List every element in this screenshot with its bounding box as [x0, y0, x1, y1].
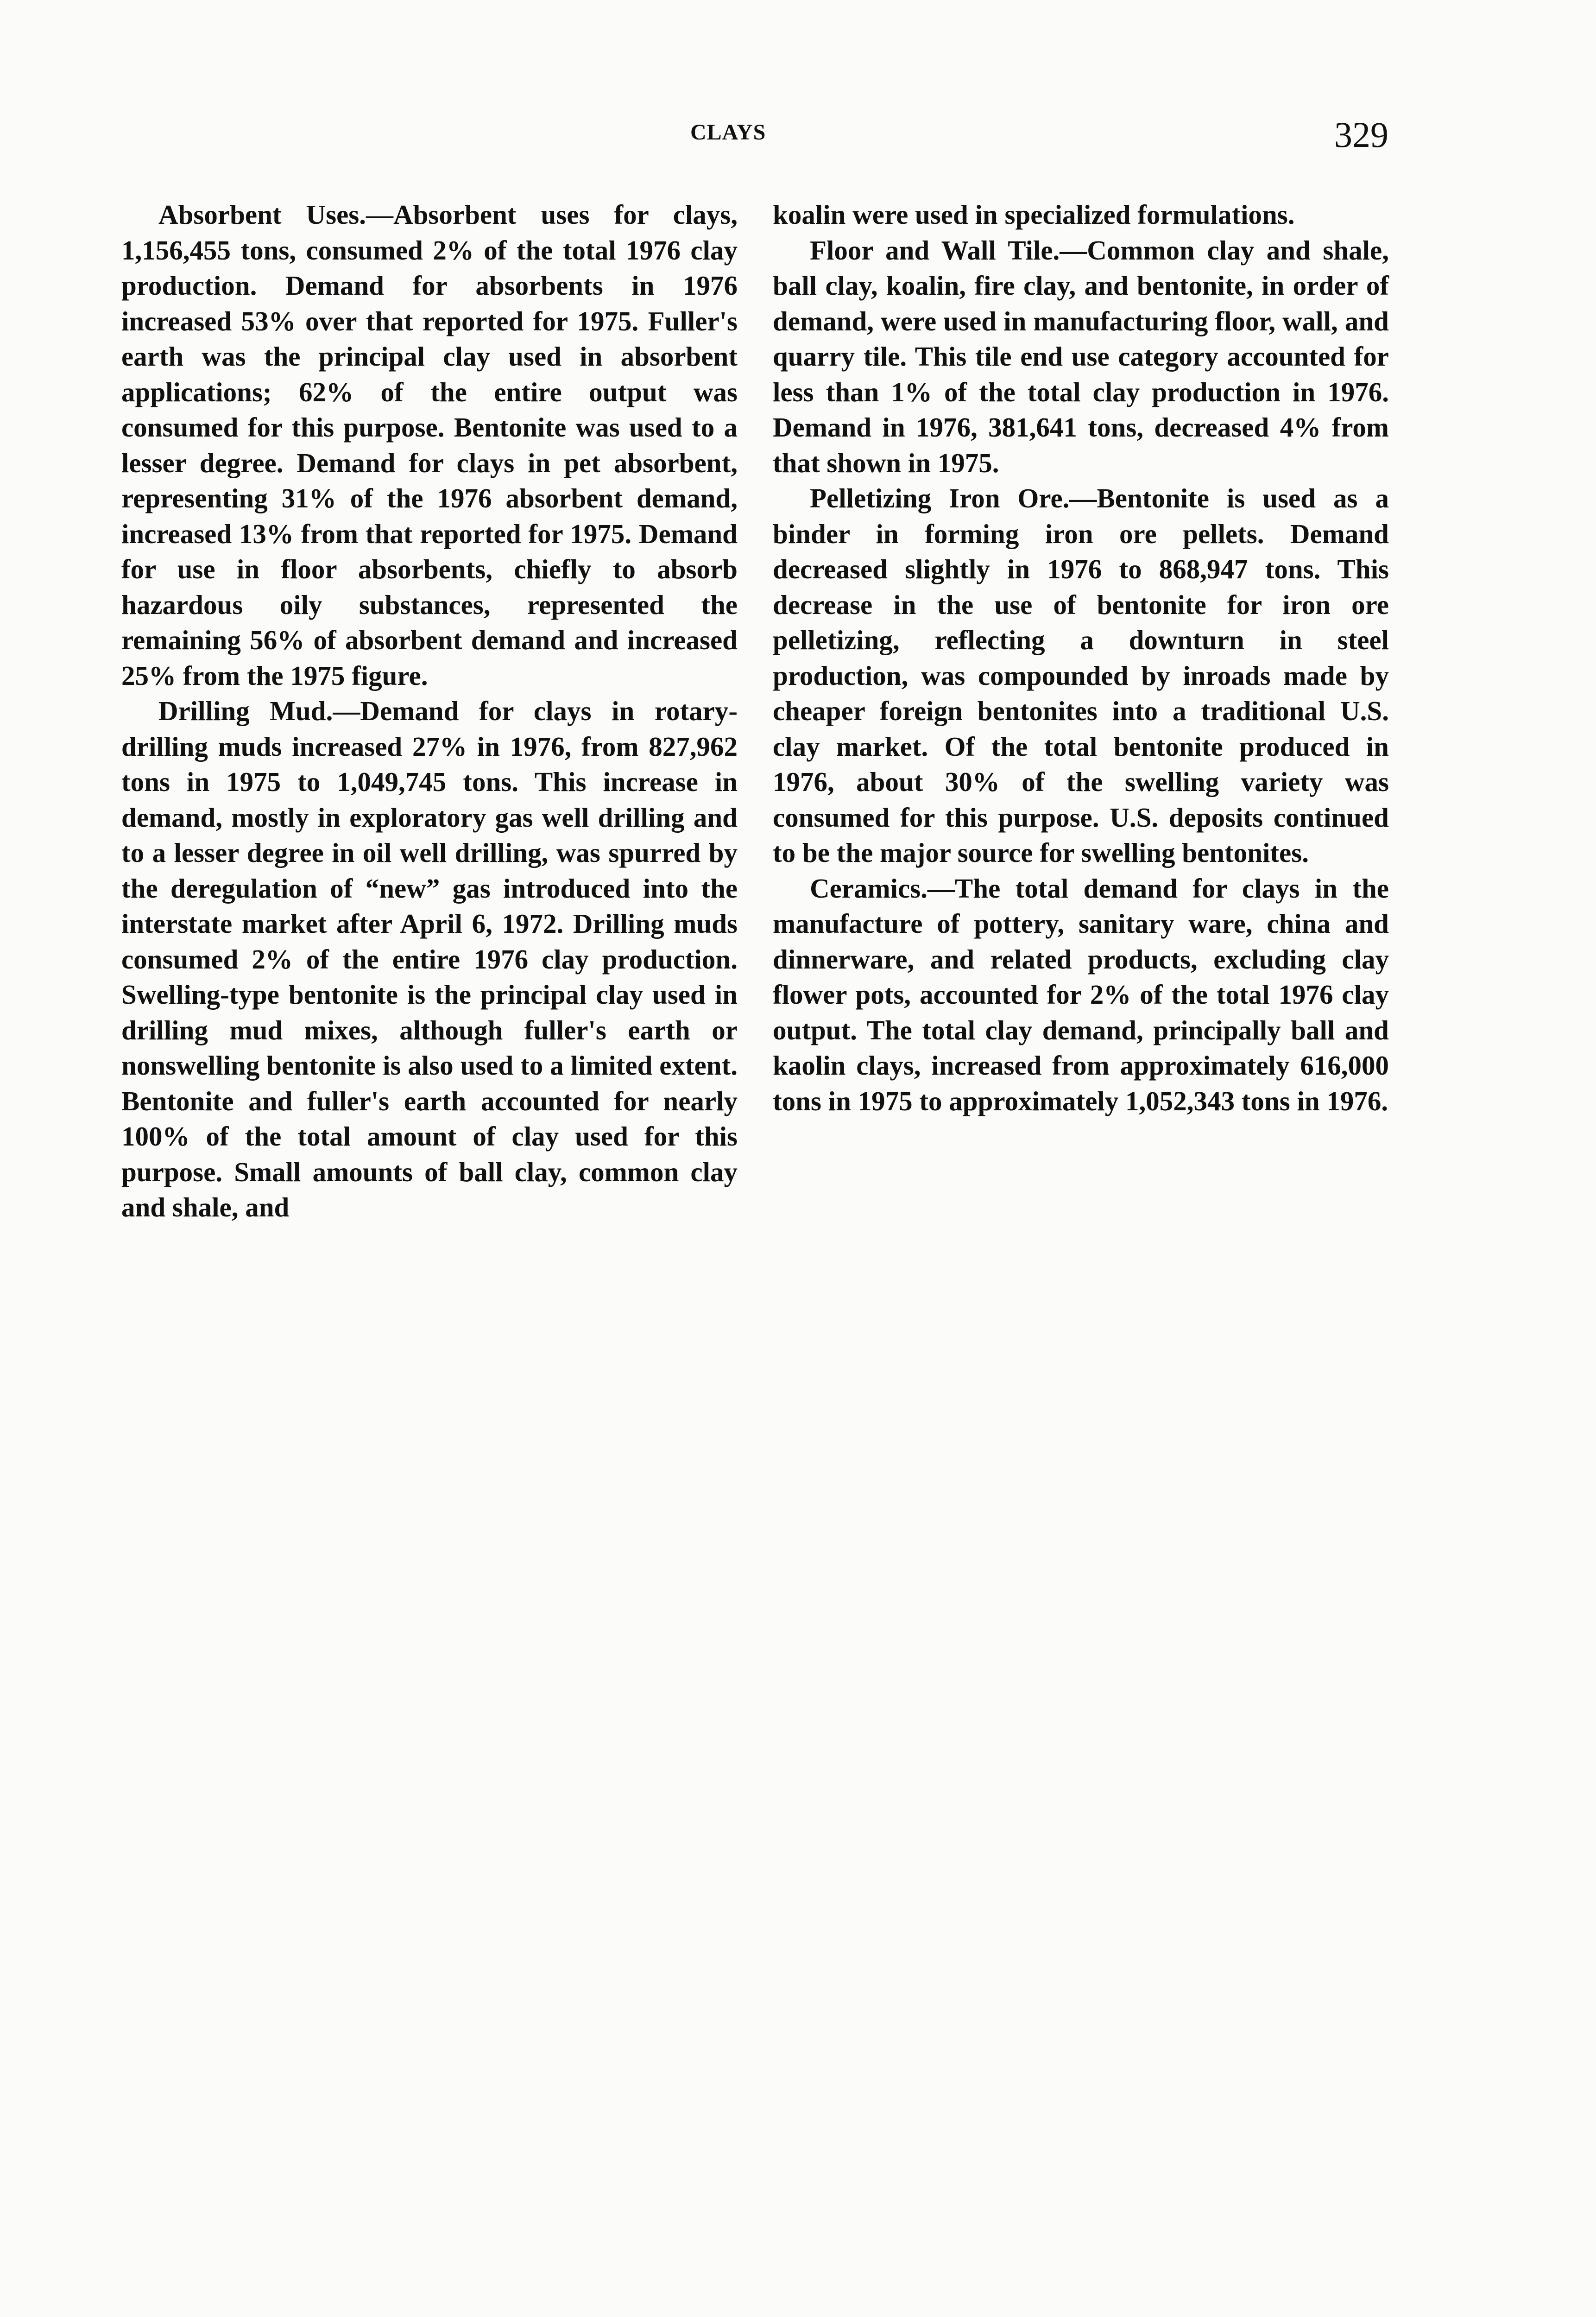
- left-column: [121, 197, 738, 1225]
- paragraph-pelletizing-iron-ore: [773, 481, 1389, 871]
- paragraph-continued: [773, 197, 1389, 233]
- paragraph-body: Absorbent uses for clays, 1,156,455 tons, consumed 2% of the total 1976 clay production. Demand for absorbents in 1976 increased 53% over that reported for 1975. Fuller's earth was the principal clay used in absorbent applications; 62% of the entire output was consumed for this purpose. Bentonite was used to a lesser degree. Demand for clays in pet absorbent, representing 31% of the 1976 absorbent demand, increased 13% from that reported for 1975. Demand for use in floor absorbents, chiefly to absorb hazardous oily substances, represented the remaining 56% of absorbent demand and increased 25% from the 1975 figure.: [121, 199, 738, 691]
- paragraph-body: Bentonite is used as a binder in forming iron ore pellets. Demand decreased slightly in 1976 to 868,947 tons. This decrease in the use of bentonite for iron ore pelletizing, reflecting a downturn in steel production, was compounded by inroads made by cheaper foreign bentonites into a traditional U.S. clay market. Of the total bentonite produced in 1976, about 30% of the swelling variety was consumed for this purpose. U.S. deposits continued to be the major source for swelling bentonites.: [773, 483, 1389, 868]
- paragraph-body: koalin were used in specialized formulations.: [773, 199, 1295, 230]
- running-title: CLAYS: [690, 120, 766, 145]
- section-heading-absorbent-uses: Absorbent Uses.—: [158, 199, 393, 230]
- section-heading-floor-wall-tile: Floor and Wall Tile.—: [810, 234, 1087, 266]
- paragraph-drilling-mud: [121, 693, 738, 1225]
- paragraph-body: Demand for clays in rotary-drilling muds increased 27% in 1976, from 827,962 tons in 1975 to 1,049,745 tons. This increase in demand, mostly in exploratory gas well drilling and to a lesser degree in oil well drilling, was spurred by the deregulation of “new” gas introduced into the interstate market after April 6, 1972. Drilling muds consumed 2% of the entire 1976 clay production. Swelling-type bentonite is the principal clay used in drilling mud mixes, although fuller's earth or nonswelling bentonite is also used to a limited extent. Bentonite and fuller's earth accounted for nearly 100% of the total amount of clay used for this purpose. Small amounts of ball clay, common clay and shale, and: [121, 696, 738, 1222]
- section-heading-pelletizing-iron-ore: Pelletizing Iron Ore.—: [810, 483, 1097, 513]
- paragraph-body: Common clay and shale, ball clay, koalin, fire clay, and bentonite, in order of demand, were used in manufacturing floor, wall, and quarry tile. This tile end use category accounted for less than 1% of the total clay production in 1976. Demand in 1976, 381,641 tons, decreased 4% from that shown in 1975.: [773, 234, 1389, 478]
- section-heading-drilling-mud: Drilling Mud.—: [158, 696, 360, 726]
- section-heading-ceramics: Ceramics.—: [810, 873, 955, 904]
- paragraph-ceramics: [773, 871, 1389, 1119]
- page-number: 329: [1334, 114, 1388, 155]
- paragraph-absorbent-uses: [121, 197, 738, 693]
- right-column: [773, 197, 1389, 1119]
- paragraph-floor-wall-tile: [773, 233, 1389, 481]
- paragraph-body: The total demand for clays in the manufacture of pottery, sanitary ware, china and dinnerware, and related products, excluding clay flower pots, accounted for 2% of the total 1976 clay output. The total clay demand, principally ball and kaolin clays, increased from approximately 616,000 tons in 1975 to approximately 1,052,343 tons in 1976.: [773, 873, 1389, 1116]
